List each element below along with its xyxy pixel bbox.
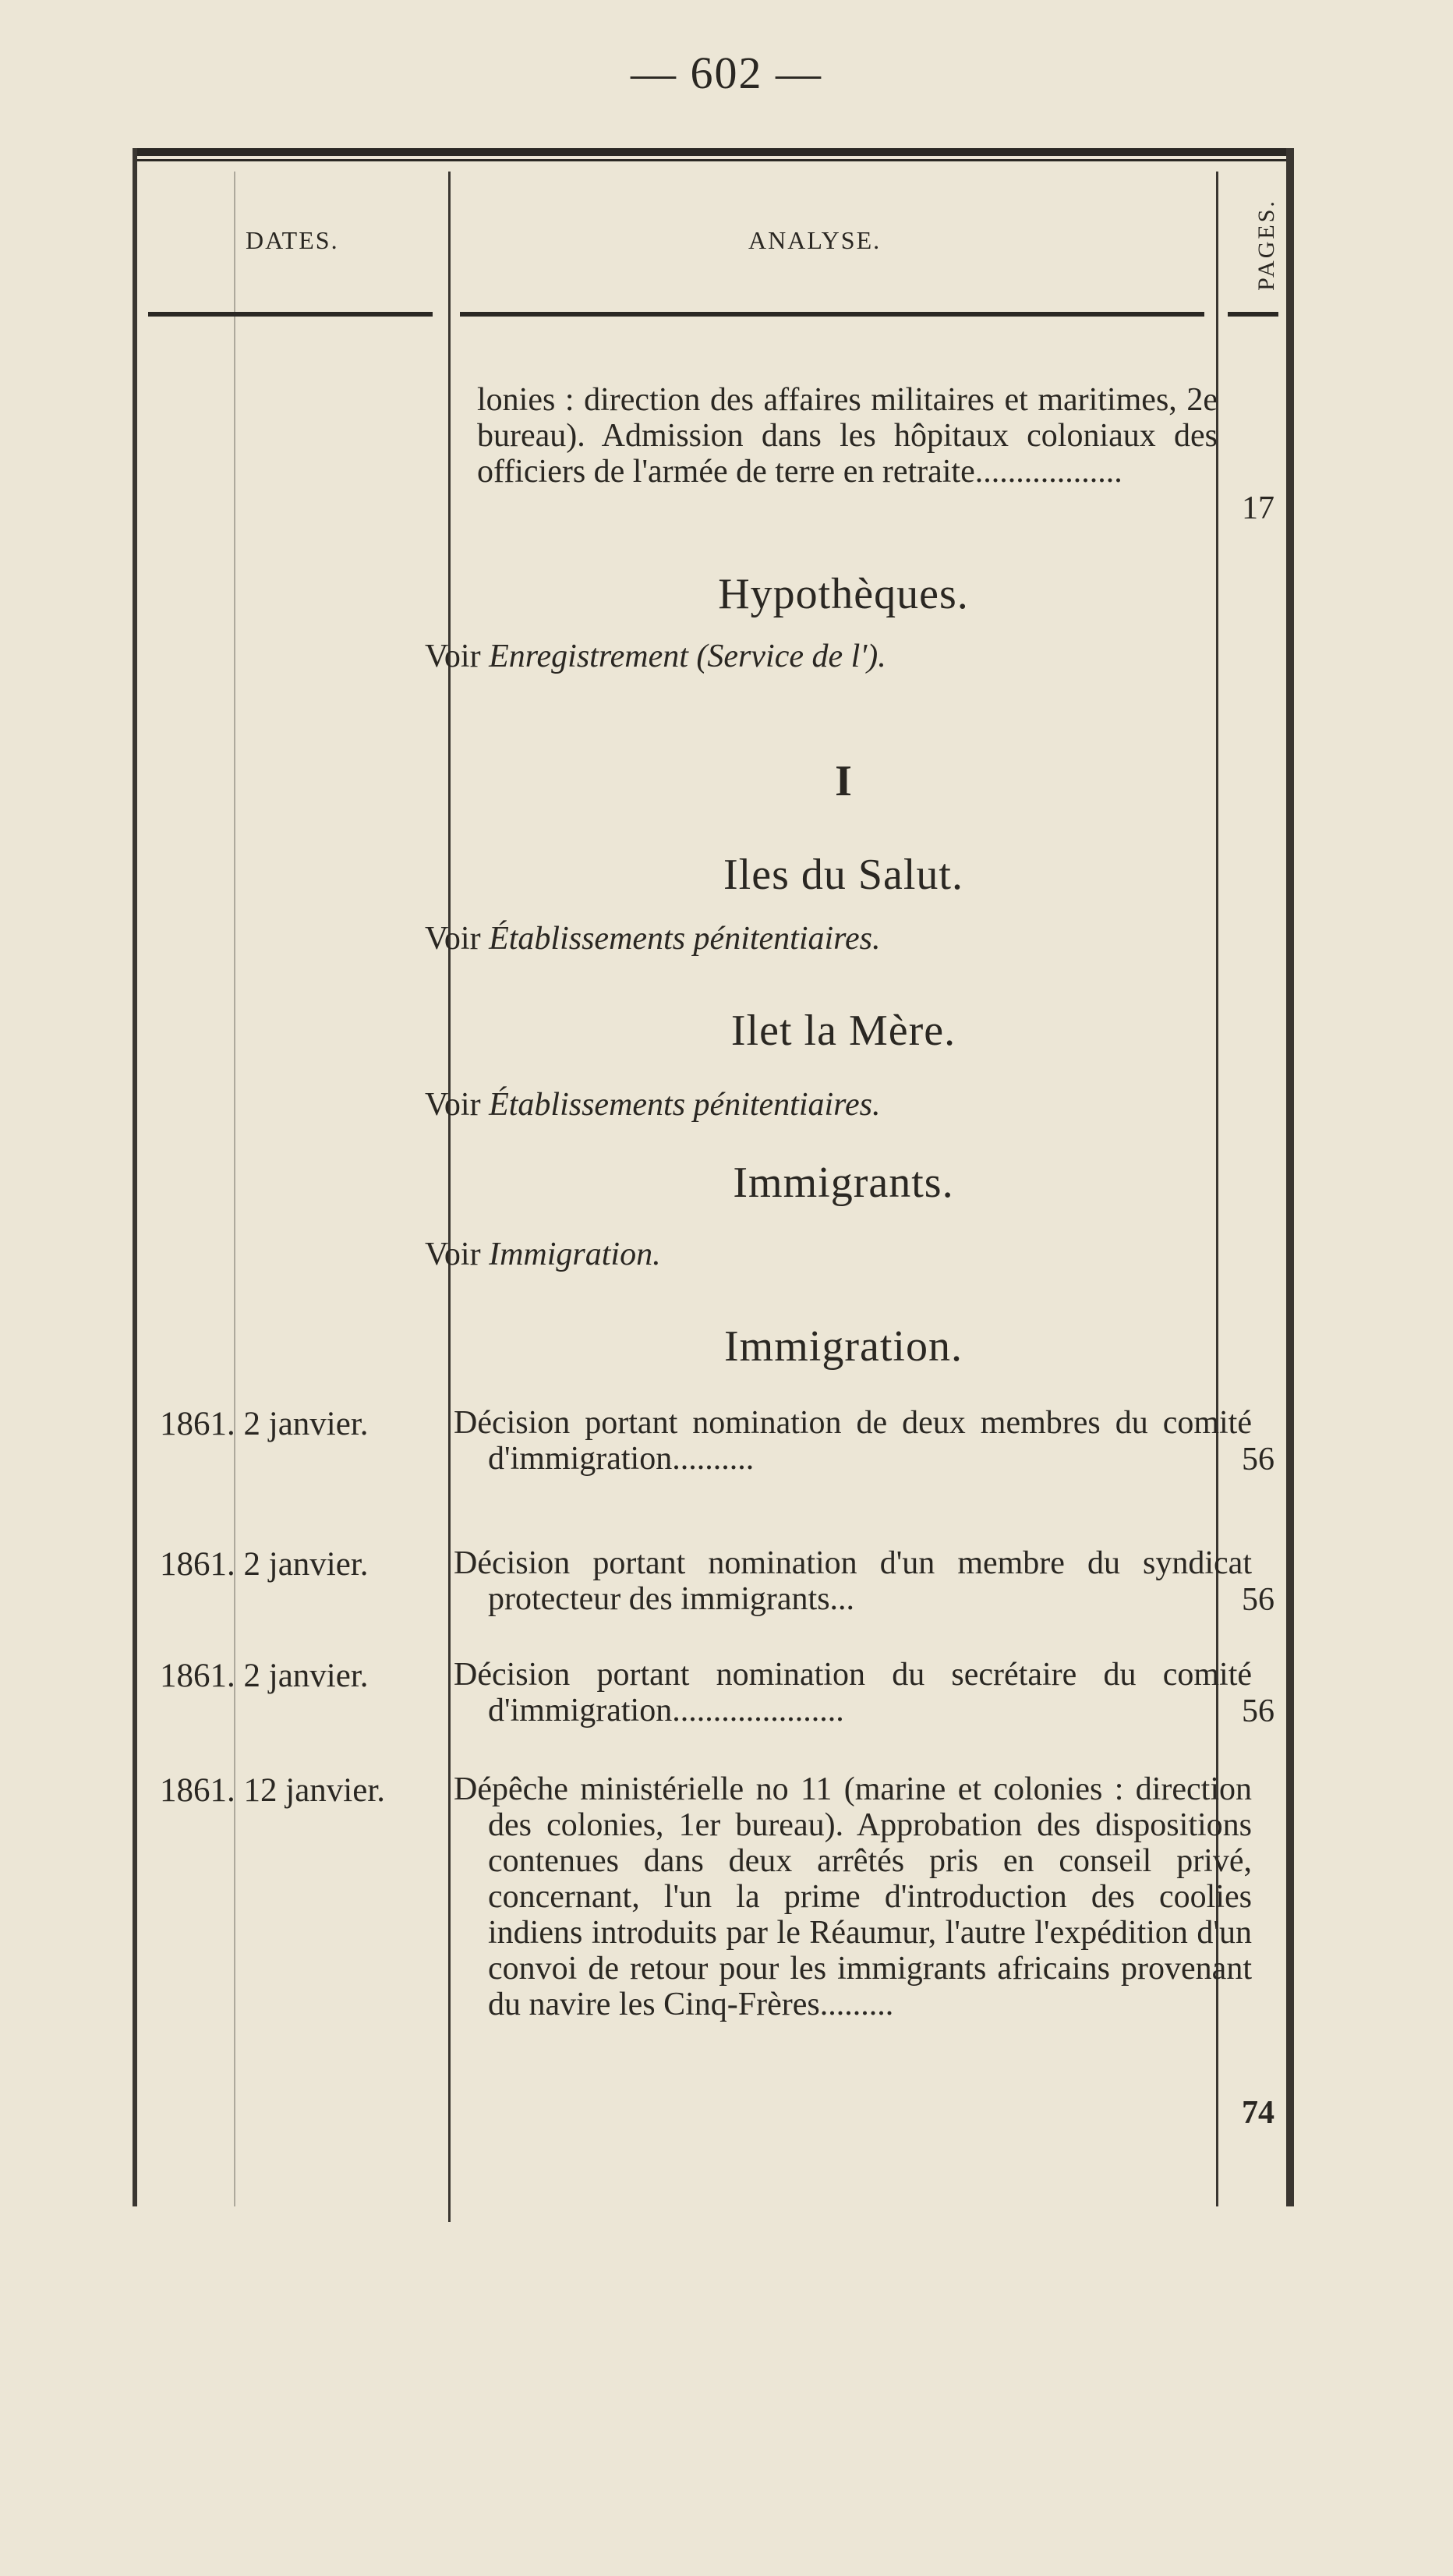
see-also: [425, 1236, 661, 1273]
see-also-target: Immigration.: [489, 1237, 661, 1272]
header-rule-pages: [1228, 312, 1278, 317]
entry-text: lonies : direction des affaires militaires et maritimes, 2e bureau). Admission dans les hôpitaux coloniaux des officiers de l'armée de terre en retraite..................: [477, 382, 1218, 490]
entry-date: 1861. 2 janvier.: [160, 1406, 369, 1442]
dates-analyse-divider: [448, 172, 451, 2222]
see-also: [425, 1086, 880, 1123]
see-also-target: Établissements pénitentiaires.: [489, 1087, 881, 1123]
entry-date: 1861. 2 janvier.: [160, 1546, 369, 1583]
see-also-label: Voir: [425, 1087, 481, 1123]
section-heading: Immigrants.: [733, 1159, 954, 1207]
entry-page: 56: [1242, 1582, 1274, 1618]
index-table: [133, 148, 1294, 2249]
entry-page: 56: [1242, 1693, 1274, 1729]
entry-text: Décision portant nomination du secrétaire du comité d'immigration.....................: [454, 1657, 1252, 1729]
entry-date: 1861. 12 janvier.: [160, 1772, 386, 1809]
section-heading: Ilet la Mère.: [730, 1007, 956, 1055]
entry-text: Décision portant nomination de deux membres du comité d'immigration..........: [454, 1405, 1252, 1477]
dates-inner-line: [234, 172, 235, 2206]
top-rule-thin: [133, 159, 1294, 161]
see-also: [425, 638, 886, 675]
header-pages: [1243, 183, 1290, 308]
entry-page: 56: [1242, 1442, 1274, 1477]
header-analyse: ANALYSE.: [748, 226, 882, 254]
entry-page: 17: [1242, 490, 1274, 526]
section-heading: Iles du Salut.: [723, 851, 963, 899]
see-also-label: Voir: [425, 639, 481, 674]
page-number: — 602 —: [631, 48, 822, 98]
left-border: [133, 148, 137, 2206]
entry-text: Décision portant nomination d'un membre du syndicat protecteur des immigrants...: [454, 1545, 1252, 1617]
top-rule: [133, 148, 1294, 156]
header-rule-dates: [148, 312, 433, 317]
see-also: [425, 920, 880, 957]
letter-heading: I: [835, 757, 852, 805]
right-border: [1286, 148, 1294, 2206]
see-also-target: Établissements pénitentiaires.: [489, 921, 881, 957]
header-rule-analyse: [460, 312, 1204, 317]
entry-text: Dépêche ministérielle no 11 (marine et colonies : direction des colonies, 1er bureau). Approbation des dispositions contenues dans deux arrêtés pris en conseil privé, concernant, l'un la prime d'introduction des coolies indiens introduits par le Réaumur, l'autre l'expédition d'un convoi de retour pour les immigrants africains provenant du navire les Cinq-Frères.........: [454, 1771, 1252, 2022]
see-also-label: Voir: [425, 1237, 481, 1272]
section-heading: Hypothèques.: [718, 570, 969, 618]
entry-date: 1861. 2 janvier.: [160, 1658, 369, 1694]
see-also-target: Enregistrement (Service de l').: [489, 639, 886, 674]
header-pages-label: PAGES.: [1253, 199, 1279, 291]
see-also-label: Voir: [425, 921, 481, 957]
section-heading: Immigration.: [724, 1322, 963, 1371]
header-dates: DATES.: [246, 226, 339, 254]
entry-page: 74: [1242, 2095, 1274, 2131]
